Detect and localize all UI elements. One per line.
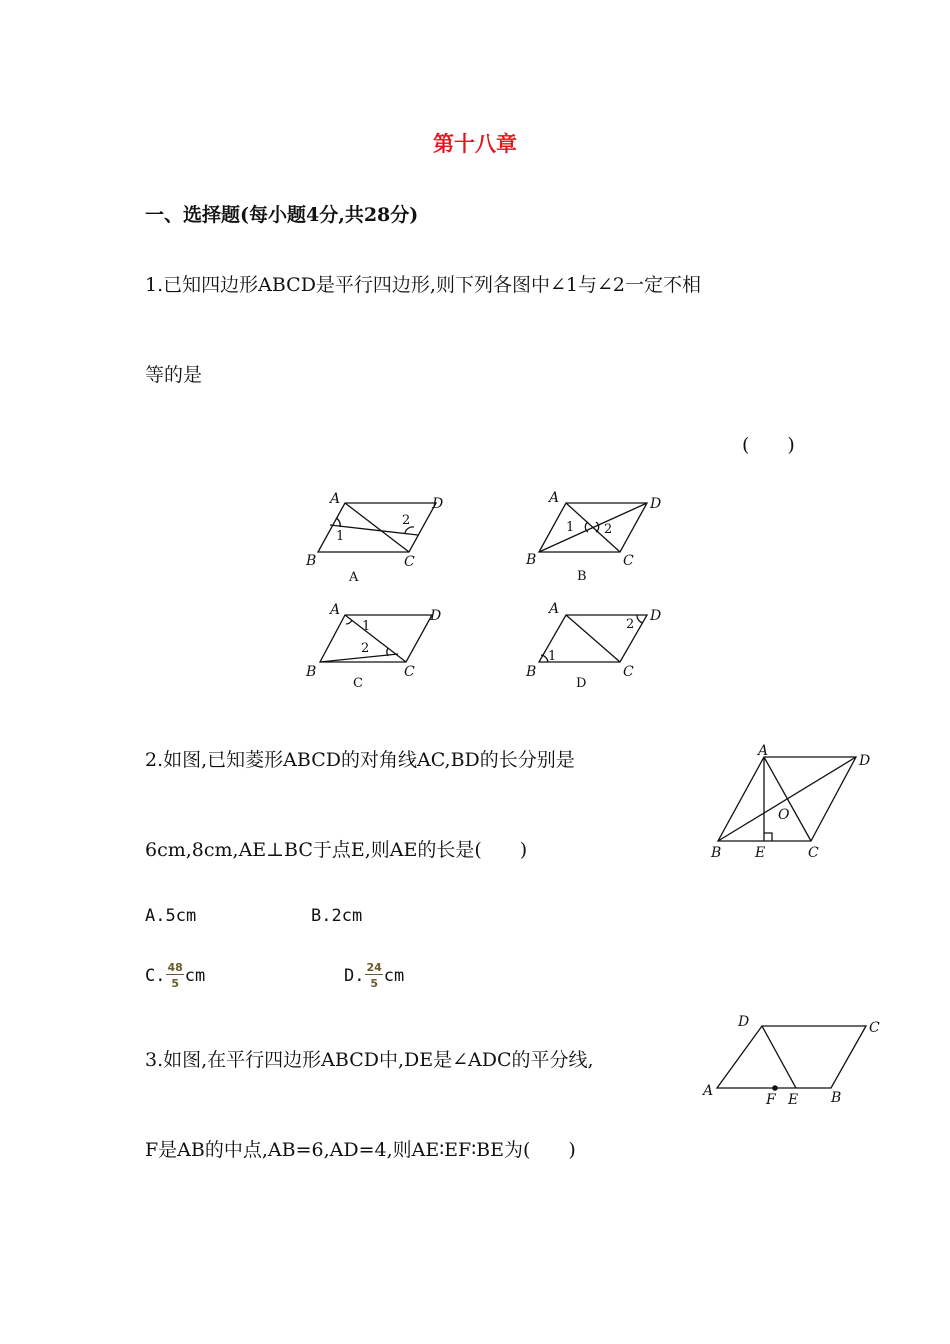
chapter-title: 第十八章	[433, 131, 517, 156]
q3-midpoint-f	[772, 1085, 778, 1091]
q1-fig-d-angle-2: 2	[626, 617, 635, 632]
q1-fig-c-label-c: C	[404, 664, 415, 680]
q2-fig-label-d: D	[859, 753, 871, 769]
q1-fig-b-angle-1: 1	[566, 520, 575, 535]
q1-figure-c	[320, 615, 432, 662]
q1-fig-d-label-c: C	[623, 664, 634, 680]
q2-option-c-unit: cm	[184, 966, 206, 986]
q1-fig-d-angle-1: 1	[548, 649, 557, 664]
q2-option-b: B.2cm	[311, 906, 363, 926]
q2-option-d-denominator: 5	[370, 977, 378, 990]
q1-fig-b-caption: B	[577, 569, 587, 584]
q1-fig-c-label-a: A	[330, 602, 341, 618]
q1-answer-bracket: ( )	[742, 434, 795, 456]
q3-stem-line1: 3.如图,在平行四边形ABCD中,DE是∠ADC的平分线,	[145, 1049, 594, 1071]
section-heading: 一、选择题(每小题4分,共28分)	[145, 204, 419, 226]
q2-option-c-prefix: C.	[145, 966, 166, 986]
q3-fig-label-b: B	[831, 1090, 842, 1106]
q2-option-d-fraction	[365, 962, 382, 990]
q2-option-d	[344, 962, 404, 990]
q1-fig-b-label-c: C	[623, 553, 634, 569]
q1-fig-d-label-d: D	[650, 608, 662, 624]
q3-fig-label-e: E	[788, 1092, 799, 1108]
q2-option-c-numerator: 48	[167, 961, 183, 974]
q1-stem-line2: 等的是	[145, 364, 203, 386]
q1-fig-c-label-b: B	[306, 664, 317, 680]
q1-stem-line1: 1.已知四边形ABCD是平行四边形,则下列各图中∠1与∠2一定不相	[145, 274, 701, 296]
q2-option-d-unit: cm	[383, 966, 405, 986]
q1-fig-c-caption: C	[353, 676, 363, 691]
q2-stem-line1: 2.如图,已知菱形ABCD的对角线AC,BD的长分别是	[145, 749, 575, 771]
q1-fig-c-angle-2: 2	[361, 641, 370, 656]
q2-fig-label-b: B	[711, 845, 722, 861]
q2-option-c-denominator: 5	[171, 977, 179, 990]
q2-option-c	[145, 962, 205, 990]
q2-option-c-fraction	[166, 962, 183, 990]
q1-fig-d-label-a: A	[549, 601, 560, 617]
q1-fig-b-label-b: B	[526, 552, 537, 568]
q1-fig-d-label-b: B	[526, 664, 537, 680]
q2-figure	[718, 757, 856, 841]
q2-fig-label-c: C	[808, 845, 819, 861]
q1-fig-c-label-d: D	[430, 608, 442, 624]
q1-fig-b-angle-2: 2	[604, 522, 613, 537]
q1-figure-a	[318, 503, 436, 552]
q3-fig-label-c: C	[869, 1020, 880, 1036]
q3-figure	[717, 1026, 866, 1088]
q2-stem-line2: 6cm,8cm,AE⊥BC于点E,则AE的长是( )	[145, 839, 528, 861]
q1-fig-a-label-c: C	[404, 554, 415, 570]
q1-fig-d-caption: D	[576, 676, 587, 691]
q1-fig-c-angle-1: 1	[362, 619, 371, 634]
q2-fig-label-e: E	[755, 845, 766, 861]
q2-option-a: A.5cm	[145, 906, 197, 926]
q2-fig-label-o: O	[778, 807, 790, 823]
q1-fig-a-caption: A	[349, 570, 359, 585]
q2-option-d-prefix: D.	[344, 966, 365, 986]
q1-figure-b	[539, 503, 647, 552]
q1-fig-b-label-d: D	[650, 496, 662, 512]
q1-fig-a-angle-2: 2	[402, 513, 411, 528]
q1-fig-b-label-a: A	[549, 490, 560, 506]
q2-option-d-numerator: 24	[366, 961, 382, 974]
q1-fig-a-label-b: B	[306, 553, 317, 569]
q1-fig-a-label-d: D	[432, 496, 444, 512]
q3-fig-label-f: F	[766, 1092, 776, 1108]
q2-fig-label-a: A	[758, 743, 769, 759]
q1-fig-a-angle-1: 1	[336, 529, 345, 544]
q3-fig-label-d: D	[738, 1014, 750, 1030]
q1-fig-a-label-a: A	[330, 491, 341, 507]
q3-stem-line2: F是AB的中点,AB=6,AD=4,则AE∶EF∶BE为( )	[145, 1139, 576, 1161]
q3-fig-label-a: A	[703, 1083, 714, 1099]
